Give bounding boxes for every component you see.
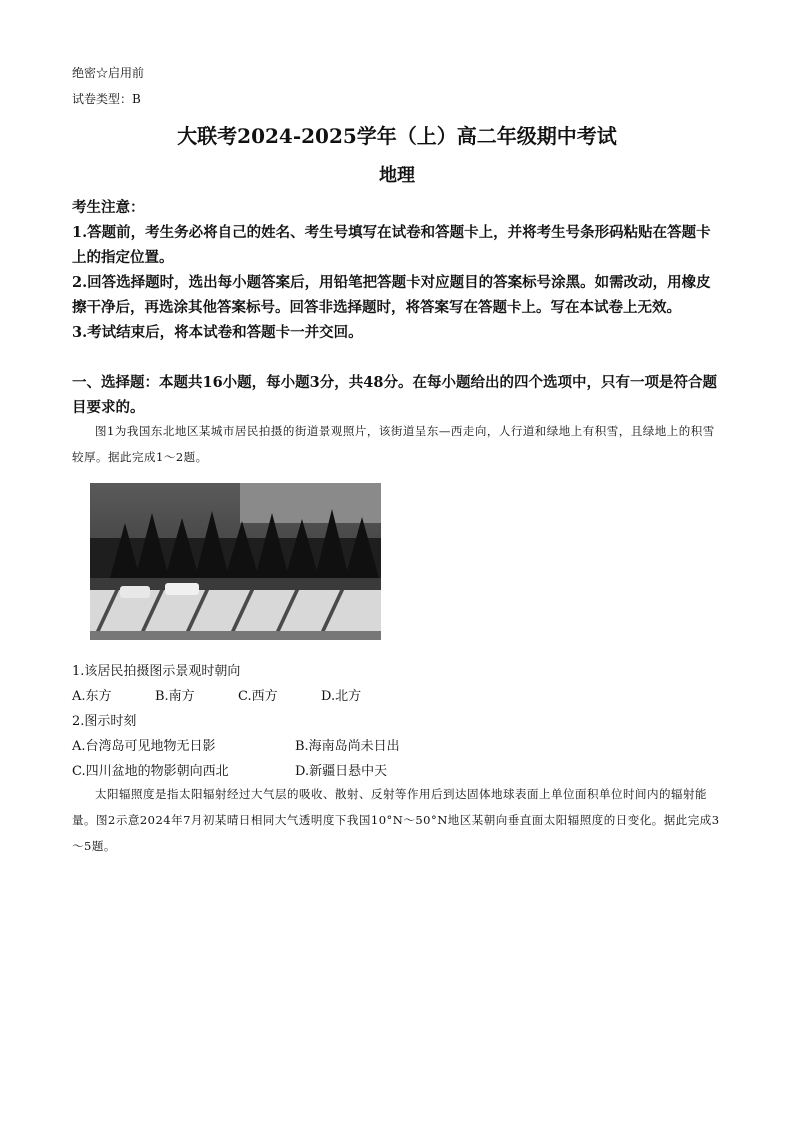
- question-2-stem: 2.图示时刻: [72, 714, 137, 729]
- subject-title: 地理: [379, 165, 415, 186]
- street-photo: [90, 483, 381, 640]
- section-heading: 一、选择题：本题共16小题，每小题3分，共48分。在每小题给出的四个选项中，只有一项是符合题目要求的。: [72, 374, 717, 416]
- exam-title: 大联考2024-2025学年（上）高二年级期中考试: [177, 124, 617, 148]
- question-2-option-b: B.海南岛尚未日出: [295, 739, 400, 754]
- intro-paragraph-1: 图1为我国东北地区某城市居民拍摄的街道景观照片，该街道呈东—西走向，人行道和绿地上有积雪，且绿地上的积雪较厚。据此完成1～2题。: [72, 424, 715, 464]
- confidential-mark: 绝密☆启用前: [72, 66, 145, 80]
- paper-type: 试卷类型：B: [72, 92, 141, 106]
- notice-item-3: 3.考试结束后，将本试卷和答题卡一并交回。: [72, 324, 363, 341]
- question-2-option-c: C.四川盆地的物影朝向西北: [72, 764, 229, 779]
- street-photo-illustration: [90, 483, 381, 640]
- question-1-option-c: C.西方: [238, 689, 278, 704]
- intro-paragraph-2: 太阳辐照度是指太阳辐射经过大气层的吸收、散射、反射等作用后到达固体地球表面上单位面积单位时间内的辐射能量。图2示意2024年7月初某晴日相同大气透明度下我国10°N～50°N地区某朝向垂直面太阳辐照度的日变化。据此完成3～5题。: [72, 787, 720, 853]
- notice-block: [72, 195, 722, 345]
- notice-heading: 考生注意：: [72, 199, 145, 216]
- notice-item-1: 1.答题前，考生务必将自己的姓名、考生号填写在试卷和答题卡上，并将考生号条形码粘贴在答题卡上的指定位置。: [72, 224, 711, 266]
- question-1-stem: 1.该居民拍摄图示景观时朝向: [72, 664, 241, 679]
- question-2-option-d: D.新疆日悬中天: [295, 764, 388, 779]
- question-1-option-d: D.北方: [321, 689, 362, 704]
- question-1-option-b: B.南方: [155, 689, 195, 704]
- question-1-option-a: A.东方: [72, 689, 112, 704]
- question-2-option-a: A.台湾岛可见地物无日影: [72, 739, 216, 754]
- notice-item-2: 2.回答选择题时，选出每小题答案后，用铅笔把答题卡对应题目的答案标号涂黑。如需改动，用橡皮擦干净后，再选涂其他答案标号。回答非选择题时，将答案写在答题卡上。写在本试卷上无效。: [72, 274, 711, 316]
